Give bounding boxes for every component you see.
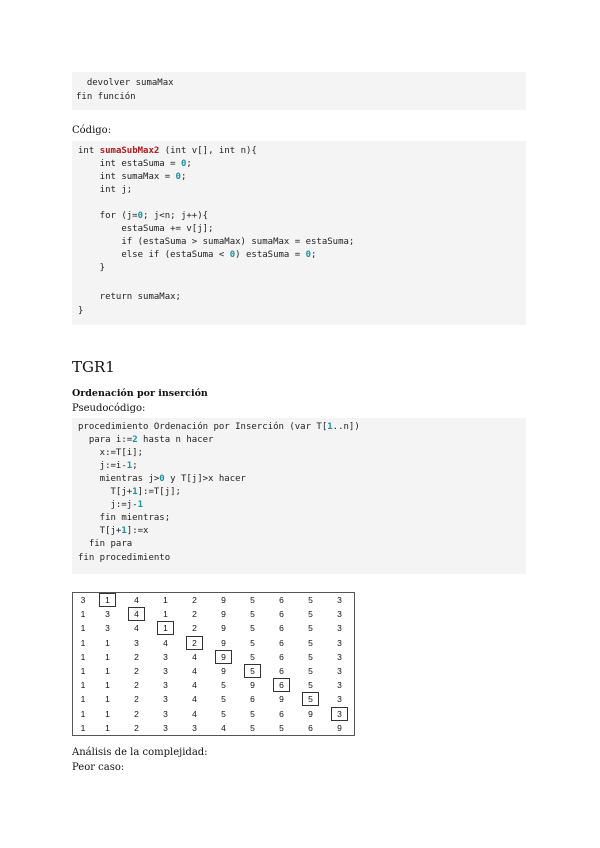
- table-cell: [209, 664, 238, 678]
- cell-value: 6: [308, 722, 313, 733]
- table-cell: [180, 621, 209, 635]
- cell-value: 5: [221, 680, 226, 691]
- table-cell: [209, 721, 238, 736]
- table-cell: [238, 664, 267, 678]
- cell-value: 1: [80, 637, 86, 648]
- table-cell: [325, 593, 355, 608]
- table-cell: [180, 636, 209, 650]
- cell-value: 3: [80, 595, 86, 606]
- cell-value: 1: [105, 651, 110, 662]
- table-cell: [267, 650, 296, 664]
- function-name: sumaSubMax2: [99, 146, 160, 156]
- table-cell: [238, 692, 267, 706]
- table-cell: [73, 664, 94, 678]
- table-cell: [325, 607, 355, 621]
- table-cell: [209, 678, 238, 692]
- table-cell: [73, 650, 94, 664]
- cell-value: 3: [337, 623, 342, 634]
- cell-value: 9: [221, 609, 226, 620]
- cell-value: 6: [279, 651, 284, 662]
- cell-value: 5: [250, 722, 255, 733]
- code-line: for (j=0; j<n; j++){: [78, 211, 209, 221]
- table-cell: [180, 593, 209, 608]
- code-line: j:=j-1: [78, 500, 144, 510]
- cell-value: 3: [192, 722, 197, 733]
- table-cell: [296, 721, 325, 736]
- table-cell: [122, 678, 151, 692]
- code-line: else if (estaSuma < 0) estaSuma = 0;: [78, 250, 317, 260]
- table-cell: [93, 621, 122, 635]
- table-row: [73, 636, 355, 650]
- table-cell: [296, 692, 325, 706]
- cell-value: 2: [134, 680, 139, 691]
- code-line: int j;: [78, 185, 133, 195]
- table-cell: [73, 692, 94, 706]
- cell-value: 5: [250, 623, 255, 634]
- cell-value: 9: [221, 623, 226, 634]
- cell-value: 3: [163, 666, 168, 677]
- code-line: procedimiento Ordenación por Inserción (var T[1..n]): [78, 422, 360, 432]
- code-line: T[j+1]:=x: [78, 526, 149, 536]
- cell-value: 4: [221, 722, 226, 733]
- cell-value: 1: [80, 623, 86, 634]
- cell-value: 2: [134, 666, 139, 677]
- table-cell: [151, 621, 180, 635]
- cell-value: 5: [250, 595, 255, 606]
- table-cell: [151, 593, 180, 608]
- code-line: fin procedimiento: [78, 553, 171, 563]
- code-line: fin función: [76, 92, 136, 102]
- cell-value: 6: [279, 623, 284, 634]
- codigo-label: Código:: [72, 125, 112, 136]
- cell-value: 1: [80, 609, 86, 620]
- table-cell: [238, 707, 267, 721]
- current-key-cell: 1: [99, 593, 116, 607]
- table-row: [73, 707, 355, 721]
- cell-value: 4: [163, 637, 168, 648]
- table-cell: [151, 607, 180, 621]
- cell-value: 3: [163, 708, 168, 719]
- cell-value: 3: [163, 680, 168, 691]
- current-key-cell: 3: [331, 707, 348, 721]
- cell-value: 9: [221, 666, 226, 677]
- insertion-sort-trace-table: [72, 592, 355, 736]
- table-cell: [209, 707, 238, 721]
- table-cell: [122, 607, 151, 621]
- code-line: T[j+1]:=T[j];: [78, 487, 181, 497]
- table-cell: [325, 707, 355, 721]
- cell-value: 3: [105, 623, 110, 634]
- current-key-cell: 9: [215, 650, 232, 664]
- table-cell: [151, 692, 180, 706]
- table-cell: [238, 650, 267, 664]
- table-cell: [93, 721, 122, 736]
- table-cell: [209, 650, 238, 664]
- table-cell: [238, 678, 267, 692]
- table-row: [73, 621, 355, 635]
- cell-value: 9: [337, 722, 342, 733]
- cell-value: 2: [134, 708, 139, 719]
- cell-value: 1: [105, 694, 110, 705]
- code-line: fin para: [78, 539, 133, 549]
- table-cell: [151, 664, 180, 678]
- cell-value: 2: [192, 609, 197, 620]
- code-line: }: [78, 306, 84, 316]
- cell-value: 1: [163, 595, 168, 606]
- table-cell: [180, 707, 209, 721]
- cell-value: 2: [192, 595, 197, 606]
- table-row: [73, 678, 355, 692]
- table-cell: [267, 636, 296, 650]
- cell-value: 5: [308, 666, 313, 677]
- cell-value: 3: [337, 666, 342, 677]
- code-block-end-function: [72, 72, 526, 110]
- table-cell: [238, 636, 267, 650]
- code-line: fin mientras;: [78, 513, 171, 523]
- complexity-analysis-label: Análisis de la complejidad:: [72, 747, 208, 758]
- table-cell: [296, 607, 325, 621]
- cell-value: 4: [192, 708, 197, 719]
- cell-value: 6: [279, 637, 284, 648]
- cell-value: 4: [192, 680, 197, 691]
- table-cell: [122, 692, 151, 706]
- cell-value: 5: [308, 609, 313, 620]
- code-line: }: [78, 263, 106, 273]
- table-cell: [296, 593, 325, 608]
- table-cell: [93, 678, 122, 692]
- table-cell: [325, 650, 355, 664]
- cell-value: 1: [80, 708, 86, 719]
- table-cell: [93, 664, 122, 678]
- table-cell: [73, 636, 94, 650]
- cell-value: 6: [279, 609, 284, 620]
- table-cell: [151, 678, 180, 692]
- cell-value: 3: [163, 722, 168, 733]
- table-cell: [93, 692, 122, 706]
- cell-value: 5: [221, 708, 226, 719]
- cell-value: 9: [250, 680, 255, 691]
- table-cell: [73, 621, 94, 635]
- current-key-cell: 5: [302, 692, 319, 706]
- table-cell: [325, 692, 355, 706]
- table-cell: [296, 678, 325, 692]
- table-cell: [325, 636, 355, 650]
- table-row: [73, 721, 355, 736]
- cell-value: 1: [163, 609, 168, 620]
- cell-value: 4: [134, 623, 139, 634]
- code-line: x:=T[i];: [78, 448, 144, 458]
- table-cell: [93, 707, 122, 721]
- current-key-cell: 5: [244, 664, 261, 678]
- cell-value: 5: [250, 651, 255, 662]
- table-cell: [73, 593, 94, 608]
- table-cell: [93, 636, 122, 650]
- cell-value: 3: [337, 680, 342, 691]
- cell-value: 4: [192, 651, 197, 662]
- code-line: devolver sumaMax: [76, 78, 174, 88]
- cell-value: 4: [192, 666, 197, 677]
- table-cell: [209, 607, 238, 621]
- cell-value: 6: [279, 666, 284, 677]
- table-cell: [122, 721, 151, 736]
- table-cell: [209, 621, 238, 635]
- table-row: [73, 593, 355, 608]
- table-cell: [151, 636, 180, 650]
- cell-value: 5: [308, 637, 313, 648]
- code-line: para i:=2 hasta n hacer: [78, 435, 214, 445]
- table-cell: [296, 664, 325, 678]
- cell-value: 3: [337, 637, 342, 648]
- table-cell: [238, 721, 267, 736]
- table-cell: [238, 621, 267, 635]
- table-cell: [180, 650, 209, 664]
- current-key-cell: 6: [273, 678, 290, 692]
- table-cell: [93, 650, 122, 664]
- table-cell: [209, 636, 238, 650]
- table-cell: [209, 692, 238, 706]
- table-cell: [238, 593, 267, 608]
- table-cell: [180, 692, 209, 706]
- table-cell: [93, 607, 122, 621]
- cell-value: 3: [337, 609, 342, 620]
- code-line: j:=i-1;: [78, 461, 138, 471]
- code-line: return sumaMax;: [78, 292, 181, 302]
- table-cell: [73, 721, 94, 736]
- table-cell: [73, 678, 94, 692]
- cell-value: 1: [105, 708, 110, 719]
- table-cell: [267, 607, 296, 621]
- table-cell: [267, 664, 296, 678]
- cell-value: 5: [308, 680, 313, 691]
- cell-value: 3: [337, 651, 342, 662]
- cell-value: 1: [80, 680, 86, 691]
- table-row: [73, 607, 355, 621]
- table-cell: [122, 636, 151, 650]
- cell-value: 5: [308, 651, 313, 662]
- cell-value: 1: [80, 651, 86, 662]
- cell-value: 5: [279, 722, 284, 733]
- cell-value: 3: [163, 651, 168, 662]
- table-cell: [122, 650, 151, 664]
- table-row: [73, 650, 355, 664]
- code-block-sumasubmax2: [72, 141, 526, 325]
- table-cell: [151, 721, 180, 736]
- current-key-cell: 4: [128, 607, 145, 621]
- cell-value: 4: [192, 694, 197, 705]
- table-cell: [73, 607, 94, 621]
- table-cell: [180, 607, 209, 621]
- code-line: int sumaMax = 0;: [78, 172, 187, 182]
- table-cell: [325, 621, 355, 635]
- cell-value: 6: [250, 694, 255, 705]
- cell-value: 3: [163, 694, 168, 705]
- code-block-pseudocode: [72, 418, 526, 574]
- pseudocode-label: Pseudocódigo:: [72, 403, 146, 414]
- cell-value: 9: [221, 595, 226, 606]
- cell-value: 2: [134, 722, 139, 733]
- cell-value: 6: [279, 595, 284, 606]
- worst-case-label: Peor caso:: [72, 762, 125, 773]
- table-cell: [267, 707, 296, 721]
- cell-value: 1: [105, 637, 110, 648]
- cell-value: 3: [105, 609, 110, 620]
- table-cell: [325, 678, 355, 692]
- cell-value: 5: [250, 708, 255, 719]
- current-key-cell: 1: [157, 621, 174, 635]
- code-line: if (estaSuma > sumaMax) sumaMax = estaSuma;: [78, 237, 355, 247]
- cell-value: 9: [221, 637, 226, 648]
- cell-value: 6: [279, 708, 284, 719]
- table-cell: [267, 678, 296, 692]
- cell-value: 2: [134, 651, 139, 662]
- current-key-cell: 2: [186, 636, 203, 650]
- code-line: mientras j>0 y T[j]>x hacer: [78, 474, 246, 484]
- table-row: [73, 664, 355, 678]
- code-line: int estaSuma = 0;: [78, 159, 192, 169]
- cell-value: 1: [105, 666, 110, 677]
- cell-value: 9: [279, 694, 284, 705]
- cell-value: 3: [337, 694, 342, 705]
- table-cell: [296, 707, 325, 721]
- table-cell: [296, 621, 325, 635]
- table-cell: [151, 707, 180, 721]
- table-cell: [325, 664, 355, 678]
- table-cell: [296, 650, 325, 664]
- table-cell: [267, 593, 296, 608]
- table-cell: [180, 664, 209, 678]
- table-cell: [73, 707, 94, 721]
- code-line: estaSuma += v[j];: [78, 224, 214, 234]
- table-cell: [122, 621, 151, 635]
- table-cell: [267, 621, 296, 635]
- table-cell: [122, 707, 151, 721]
- cell-value: 1: [105, 722, 110, 733]
- cell-value: 2: [134, 694, 139, 705]
- table-cell: [180, 721, 209, 736]
- cell-value: 9: [308, 708, 313, 719]
- table-cell: [122, 664, 151, 678]
- cell-value: 4: [134, 595, 139, 606]
- table-row: [73, 692, 355, 706]
- cell-value: 3: [134, 637, 139, 648]
- table-cell: [151, 650, 180, 664]
- table-cell: [325, 721, 355, 736]
- table-cell: [209, 593, 238, 608]
- table-cell: [122, 593, 151, 608]
- cell-value: 2: [192, 623, 197, 634]
- cell-value: 5: [250, 609, 255, 620]
- section-title: TGR1: [72, 358, 115, 376]
- subsection-title: Ordenación por inserción: [72, 388, 208, 399]
- cell-value: 1: [105, 680, 110, 691]
- cell-value: 5: [308, 595, 313, 606]
- cell-value: 5: [250, 637, 255, 648]
- cell-value: 1: [80, 666, 86, 677]
- cell-value: 1: [80, 694, 86, 705]
- cell-value: 1: [80, 722, 86, 733]
- table-cell: [238, 607, 267, 621]
- table-cell: [267, 721, 296, 736]
- table-cell: [180, 678, 209, 692]
- table-cell: [267, 692, 296, 706]
- table-cell: [93, 593, 122, 608]
- code-line: int sumaSubMax2 (int v[], int n){: [78, 146, 257, 156]
- cell-value: 3: [337, 595, 342, 606]
- table-cell: [296, 636, 325, 650]
- cell-value: 5: [308, 623, 313, 634]
- cell-value: 5: [221, 694, 226, 705]
